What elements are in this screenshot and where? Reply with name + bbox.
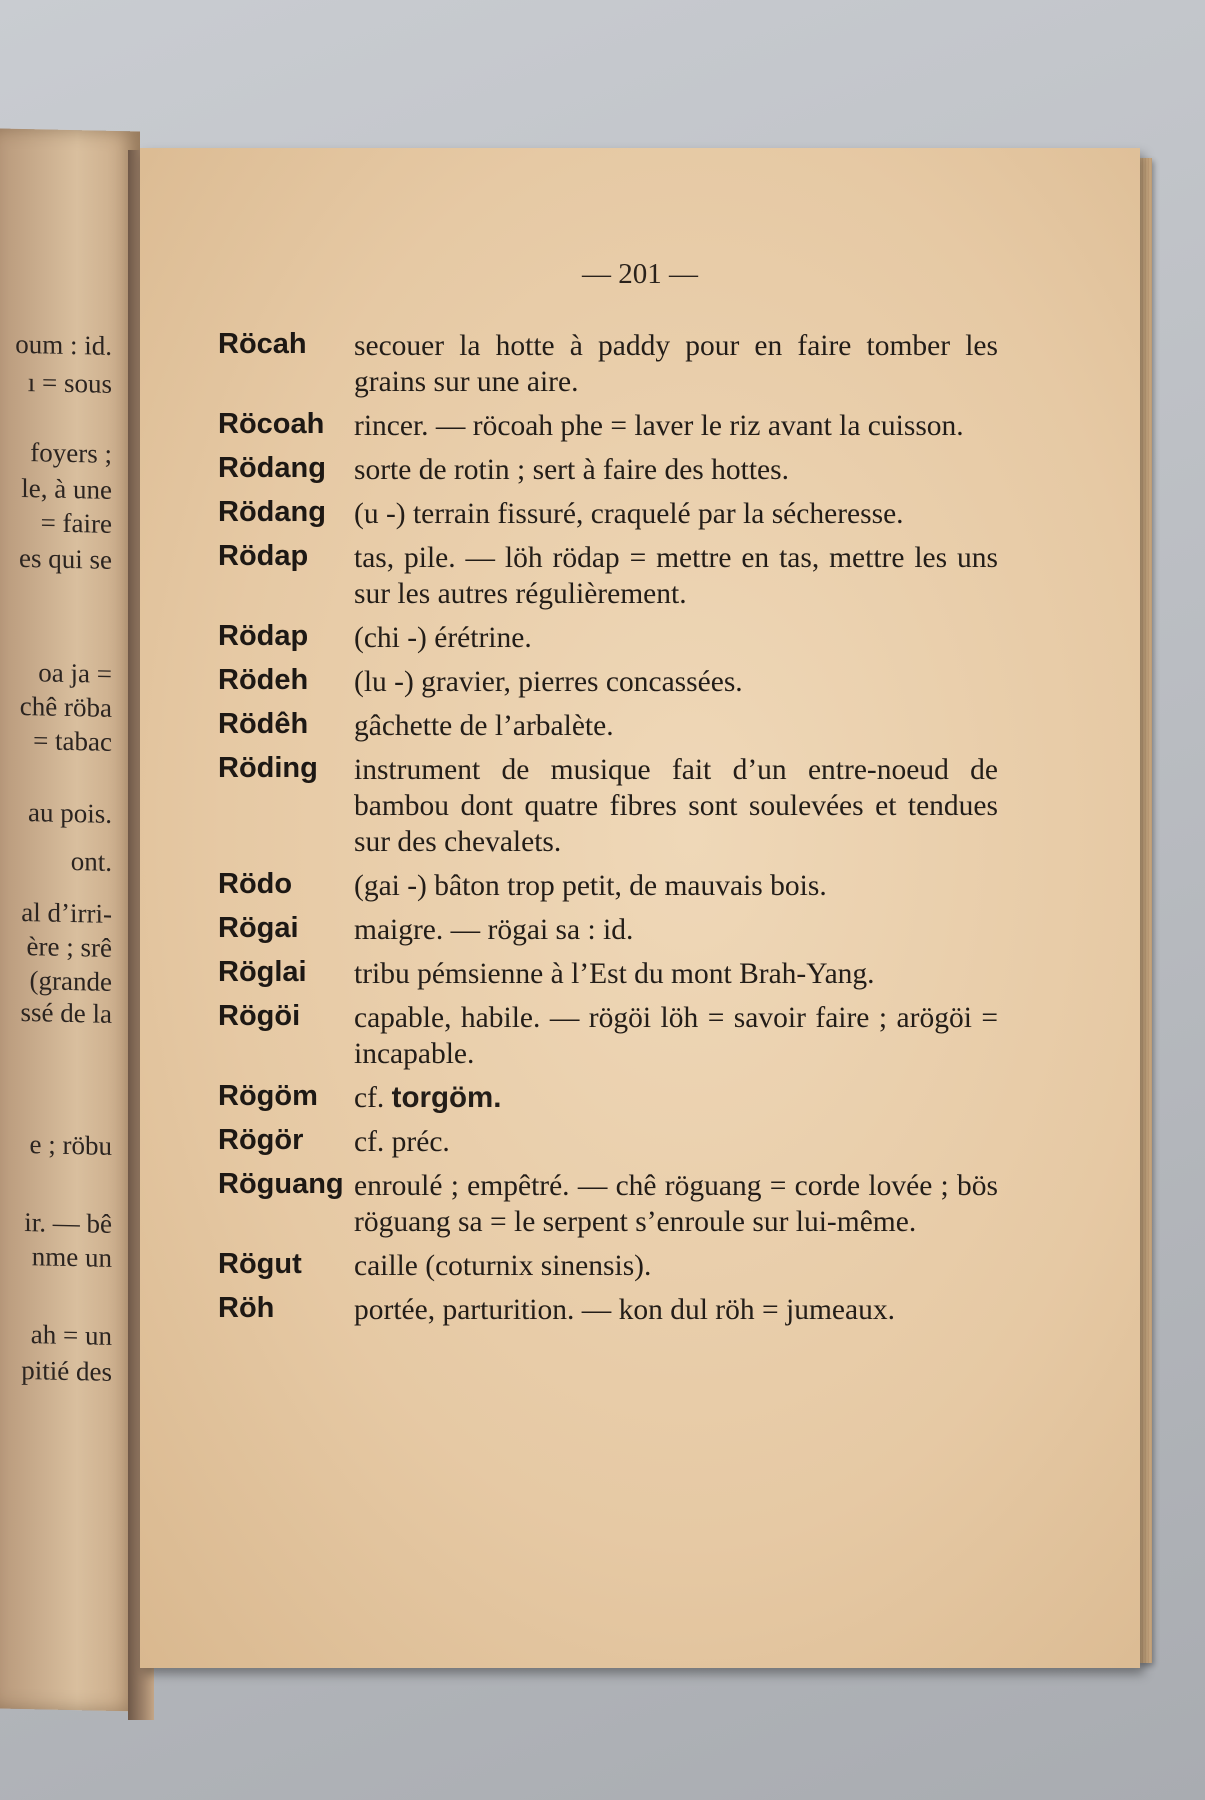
headword: Rödeh: [218, 664, 309, 696]
left-page-fragment: e ; röbu: [29, 1129, 112, 1161]
dictionary-entry: [218, 868, 998, 904]
left-page-fragment: = tabac: [33, 725, 112, 757]
definition: maigre. — rögai sa : id.: [354, 914, 634, 946]
definition: secouer la hotte à paddy pour en faire tomber les grains sur une aire.: [354, 330, 998, 398]
dictionary-entry: [218, 1168, 998, 1240]
left-page-fragment: le, à une: [21, 472, 112, 505]
headword: Rögör: [218, 1124, 304, 1156]
definition: caille (coturnix sinensis).: [354, 1250, 652, 1282]
dictionary-entry: [218, 408, 998, 444]
dictionary-entry: [218, 708, 998, 744]
headword: Rödo: [218, 868, 293, 900]
left-page-fragment: = faire: [40, 507, 112, 539]
headword: Rödap: [218, 620, 309, 652]
definition: capable, habile. — rögöi löh = savoir faire ; arögöi = incapable.: [354, 1002, 998, 1070]
left-page-fragment: pitié des: [21, 1354, 112, 1387]
dictionary-entry: [218, 540, 998, 612]
dictionary-entry: [218, 1248, 998, 1284]
headword: Rödêh: [218, 708, 309, 740]
headword: Rögut: [218, 1248, 302, 1280]
left-page-fragment: ont.: [70, 846, 112, 877]
left-page-fragment: chê röba: [19, 690, 112, 723]
definition: (u -) terrain fissuré, craquelé par la sécheresse.: [354, 498, 904, 530]
left-page-fragment: ère ; srê: [26, 931, 112, 963]
definition: (lu -) gravier, pierres concassées.: [354, 666, 743, 698]
headword: Röcoah: [218, 408, 325, 440]
dictionary-entry: [218, 1080, 998, 1116]
dictionary-entry: [218, 1292, 998, 1328]
left-page-fragment: oum : id.: [15, 328, 112, 361]
headword: Rödang: [218, 496, 326, 528]
definition: tas, pile. — löh rödap = mettre en tas, mettre les uns sur les autres régulièrement.: [354, 542, 998, 610]
dictionary-entry: [218, 496, 998, 532]
headword: Röh: [218, 1292, 275, 1324]
left-page-fragment: al d’irri-: [21, 896, 112, 929]
left-page-fragment: ah = un: [30, 1319, 112, 1351]
left-page-fragment: au pois.: [28, 797, 112, 829]
dictionary-entry: [218, 912, 998, 948]
definition: (chi -) érétrine.: [354, 622, 532, 654]
dictionary-entry: [218, 452, 998, 488]
right-page: [140, 148, 1140, 1668]
cross-reference: torgöm.: [391, 1081, 502, 1114]
left-page-fragment: oa ja =: [38, 657, 112, 689]
definition: [354, 1080, 998, 1116]
dictionary-entry: [218, 1000, 998, 1072]
dictionary-entry: [218, 1124, 998, 1160]
headword: Röglai: [218, 956, 307, 988]
left-page-fragment: ı = sous: [27, 367, 112, 399]
definition: cf. préc.: [354, 1126, 450, 1158]
dictionary-entry: [218, 752, 998, 860]
headword: Rögai: [218, 912, 299, 944]
definition: sorte de rotin ; sert à faire des hottes.: [354, 454, 789, 486]
left-page-fragment: foyers ;: [30, 437, 112, 469]
headword: Röguang: [218, 1168, 344, 1200]
headword: Röcah: [218, 328, 307, 360]
definition: (gai -) bâton trop petit, de mauvais bois.: [354, 870, 827, 902]
page-number: — 201 —: [582, 258, 698, 290]
left-page-fragment: ssé de la: [20, 996, 112, 1029]
definition: gâchette de l’arbalète.: [354, 710, 614, 742]
dictionary-entry: [218, 664, 998, 700]
dictionary-entry: [218, 620, 998, 656]
definition: tribu pémsienne à l’Est du mont Brah-Yang.: [354, 958, 875, 990]
definition: rincer. — röcoah phe = laver le riz avant la cuisson.: [354, 410, 964, 442]
definition: instrument de musique fait d’un entre-noeud de bambou dont quatre fibres sont soulevées et tendues sur des chevalets.: [354, 754, 998, 858]
left-page-fragment: ir. — bê: [24, 1207, 112, 1239]
headword: Rödap: [218, 540, 309, 572]
headword: Rödang: [218, 452, 326, 484]
headword: Rögöi: [218, 1000, 301, 1032]
left-page-fragment: (grande: [29, 965, 112, 997]
left-page-fragment: es qui se: [19, 542, 112, 575]
headword: Rögöm: [218, 1080, 318, 1112]
definition: portée, parturition. — kon dul röh = jumeaux.: [354, 1294, 895, 1326]
left-page: [0, 129, 140, 1712]
left-page-fragment: nme un: [31, 1241, 112, 1273]
headword: Röding: [218, 752, 318, 784]
dictionary-entry: [218, 328, 998, 400]
dictionary-entry: [218, 956, 998, 992]
dictionary-entries: [218, 328, 998, 1336]
page-edge: [1138, 158, 1152, 1663]
definition: enroulé ; empêtré. — chê röguang = corde lovée ; bös röguang sa = le serpent s’enroule sur lui-même.: [354, 1170, 998, 1238]
definition-prefix: cf.: [354, 1082, 392, 1114]
